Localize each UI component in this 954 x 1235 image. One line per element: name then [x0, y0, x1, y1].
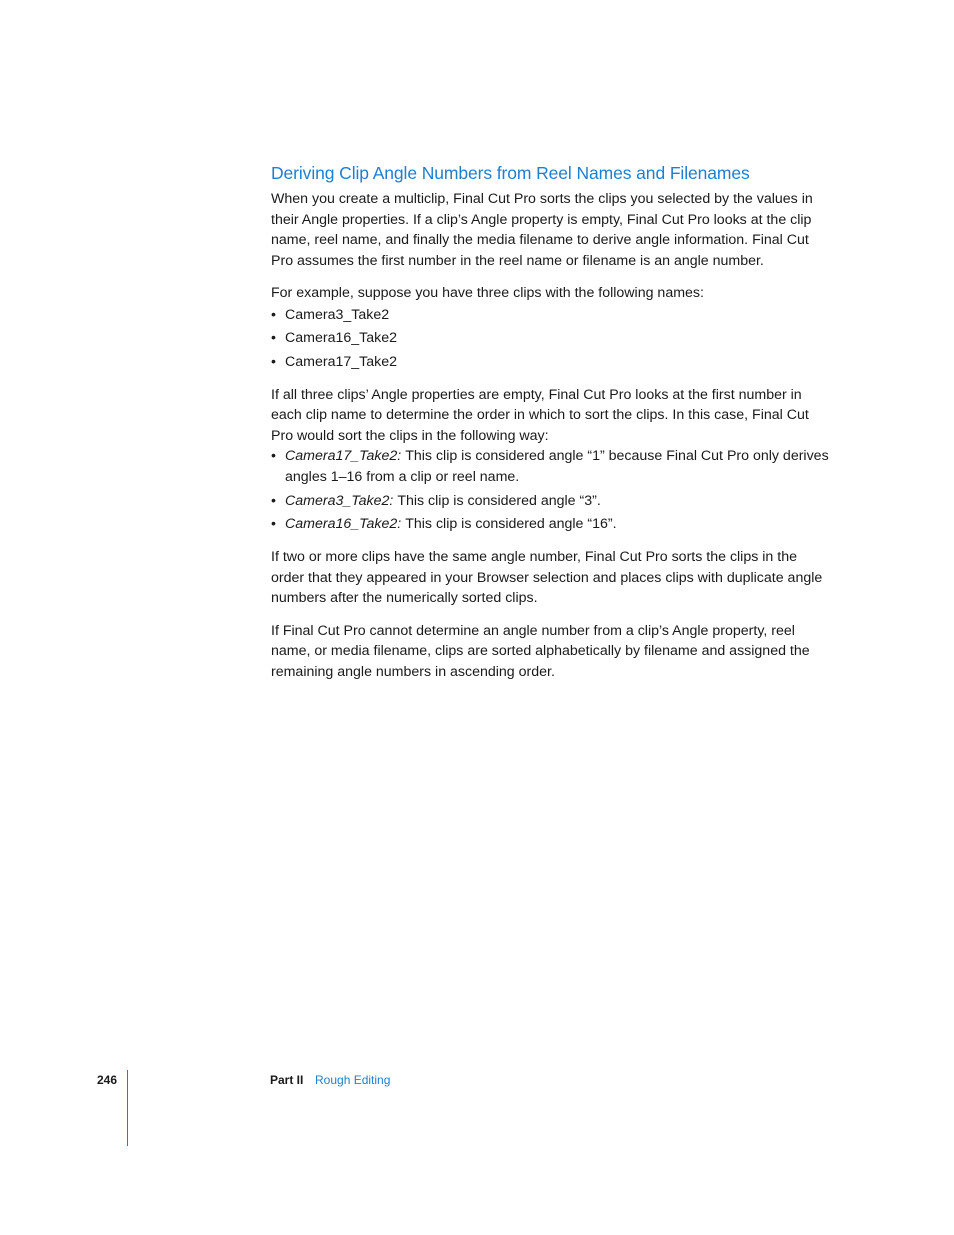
bullet-icon: •: [271, 492, 276, 509]
bullet-icon: •: [271, 448, 276, 465]
duplicates-paragraph: If two or more clips have the same angle number, Final Cut Pro sorts the clips in the order that they appeared in your Browser selection and places clips with duplicate angle numbers after the numerically sorted clips.: [271, 549, 823, 607]
list-item: [271, 446, 831, 488]
example-intro-paragraph: For example, suppose you have three clips with the following names:: [271, 285, 704, 301]
clip-term: Camera16_Take2:: [285, 516, 402, 533]
list-item: [271, 491, 831, 512]
list-item: [271, 514, 831, 535]
part-label: Part II: [270, 1073, 304, 1087]
clip-description: This clip is considered angle “16”.: [405, 516, 617, 533]
clip-name: Camera17_Take2: [285, 353, 397, 370]
clip-name: Camera16_Take2: [285, 330, 397, 347]
clip-term: Camera3_Take2:: [285, 492, 394, 509]
page-number: 246: [97, 1073, 118, 1087]
clip-description: This clip is considered angle “3”.: [397, 492, 601, 509]
fallback-paragraph: If Final Cut Pro cannot determine an angle number from a clip’s Angle property, reel name, or media filename, clips are sorted alphabetically by filename and assigned the remaining angle numbers in ascending order.: [271, 622, 810, 680]
section-heading: Deriving Clip Angle Numbers from Reel Names and Filenames: [271, 163, 750, 183]
page-content: [271, 161, 831, 694]
bullet-icon: •: [271, 353, 276, 370]
page-footer: [0, 1072, 954, 1096]
clip-description: This clip is considered angle “1” because Final Cut Pro only derives angles 1–16 from a clip or reel name.: [285, 448, 829, 486]
clip-names-list: [271, 305, 831, 373]
list-item: [271, 328, 831, 349]
bullet-icon: •: [271, 330, 276, 347]
list-item: [271, 305, 831, 326]
list-item: [271, 352, 831, 373]
intro-paragraph: When you create a multiclip, Final Cut Pro sorts the clips you selected by the values in their Angle properties. If a clip’s Angle property is empty, Final Cut Pro looks at the clip name, reel name, and finally the media filename to derive angle information. Final Cut Pro assumes the first number in the reel name or filename is an angle number.: [271, 191, 813, 269]
sort-explanation-paragraph: If all three clips’ Angle properties are empty, Final Cut Pro looks at the first number in each clip name to determine the order in which to sort the clips. In this case, Final Cut Pro would sort the clips in the following way:: [271, 386, 809, 444]
clip-name: Camera3_Take2: [285, 306, 390, 323]
section-label: Rough Editing: [315, 1073, 391, 1087]
sorted-clips-list: [271, 446, 831, 535]
bullet-icon: •: [271, 516, 276, 533]
bullet-icon: •: [271, 306, 276, 323]
clip-term: Camera17_Take2:: [285, 448, 402, 465]
